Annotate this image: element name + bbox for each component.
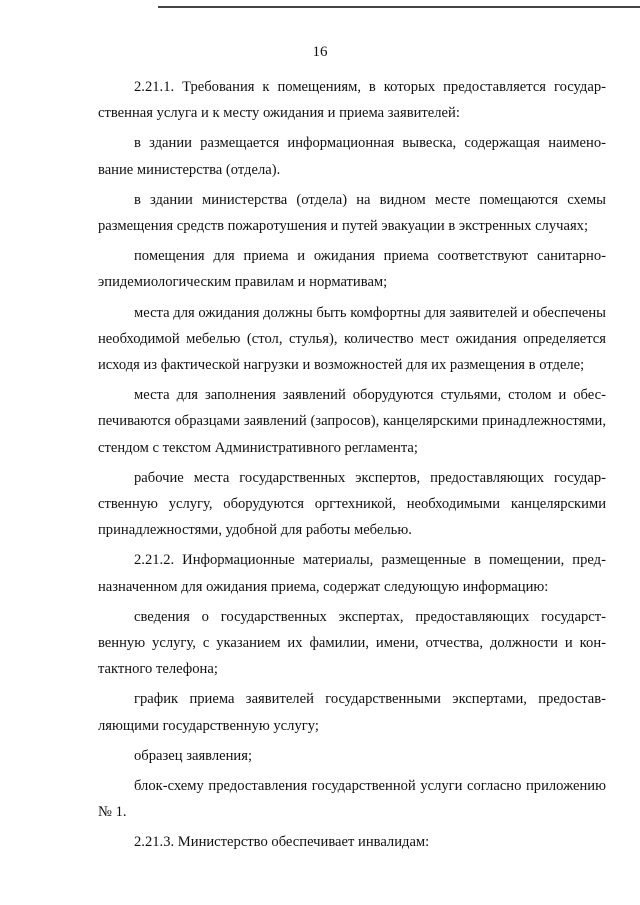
paragraph-expert-info: сведения о государственных экспертах, предоставляющих государственную услугу, с указанием их фамилии, имени, отчества, должности и контактного телефона; [98,608,606,678]
paragraph-signboard: в здании размещается информационная вывеска, содержащая наименование министерства (отдела). [98,135,606,178]
document-body [98,74,606,856]
paragraph-sanitary-rules: помещения для приема и ожидания приема соответствуют санитарно-эпидемиологическим правилам и нормативам; [98,248,606,291]
paragraph-application-places: места для заполнения заявлений оборудуются стульями, столом и обеспечиваются образцами заявлений (запросов), канцелярскими принадлежностями, стендом с текстом Административного регламента; [98,387,606,456]
paragraph-flowchart: блок-схему предоставления государственной услуги согласно приложению № 1. [98,778,606,821]
paragraph-2-21-3: 2.21.3. Министерство обеспечивает инвалидам: [134,834,430,851]
paragraph-2-21-1: 2.21.1. Требования к помещениям, в которых предоставляется государственная услуга и к месту ожидания и приема заявителей: [98,79,606,122]
header-rule [158,6,640,8]
paragraph-waiting-places: места для ожидания должны быть комфортны для заявителей и обеспечены необходимой мебелью (стол, стулья), количество мест ожидания определяется исходя из фактической нагрузки и возможностей для их размещения в отделе; [98,304,606,374]
page-number: 16 [312,44,328,60]
paragraph-evacuation-schemes: в здании министерства (отдела) на видном месте помещаются схемы размещения средств пожаротушения и путей эвакуации в экстренных случаях; [98,191,606,235]
paragraph-2-21-2: 2.21.2. Информационные материалы, размещенные в помещении, предназначенном для ожидания приема, содержат следующую информацию: [98,552,606,595]
paragraph-expert-workplaces: рабочие места государственных экспертов, предоставляющих государственную услугу, оборудуются оргтехникой, необходимыми канцелярскими принадлежностями, удобной для работы мебелью. [98,469,606,539]
paragraph-reception-schedule: график приема заявителей государственными экспертами, предоставляющими государственную услугу; [98,691,606,734]
paragraph-application-sample: образец заявления; [134,747,252,764]
